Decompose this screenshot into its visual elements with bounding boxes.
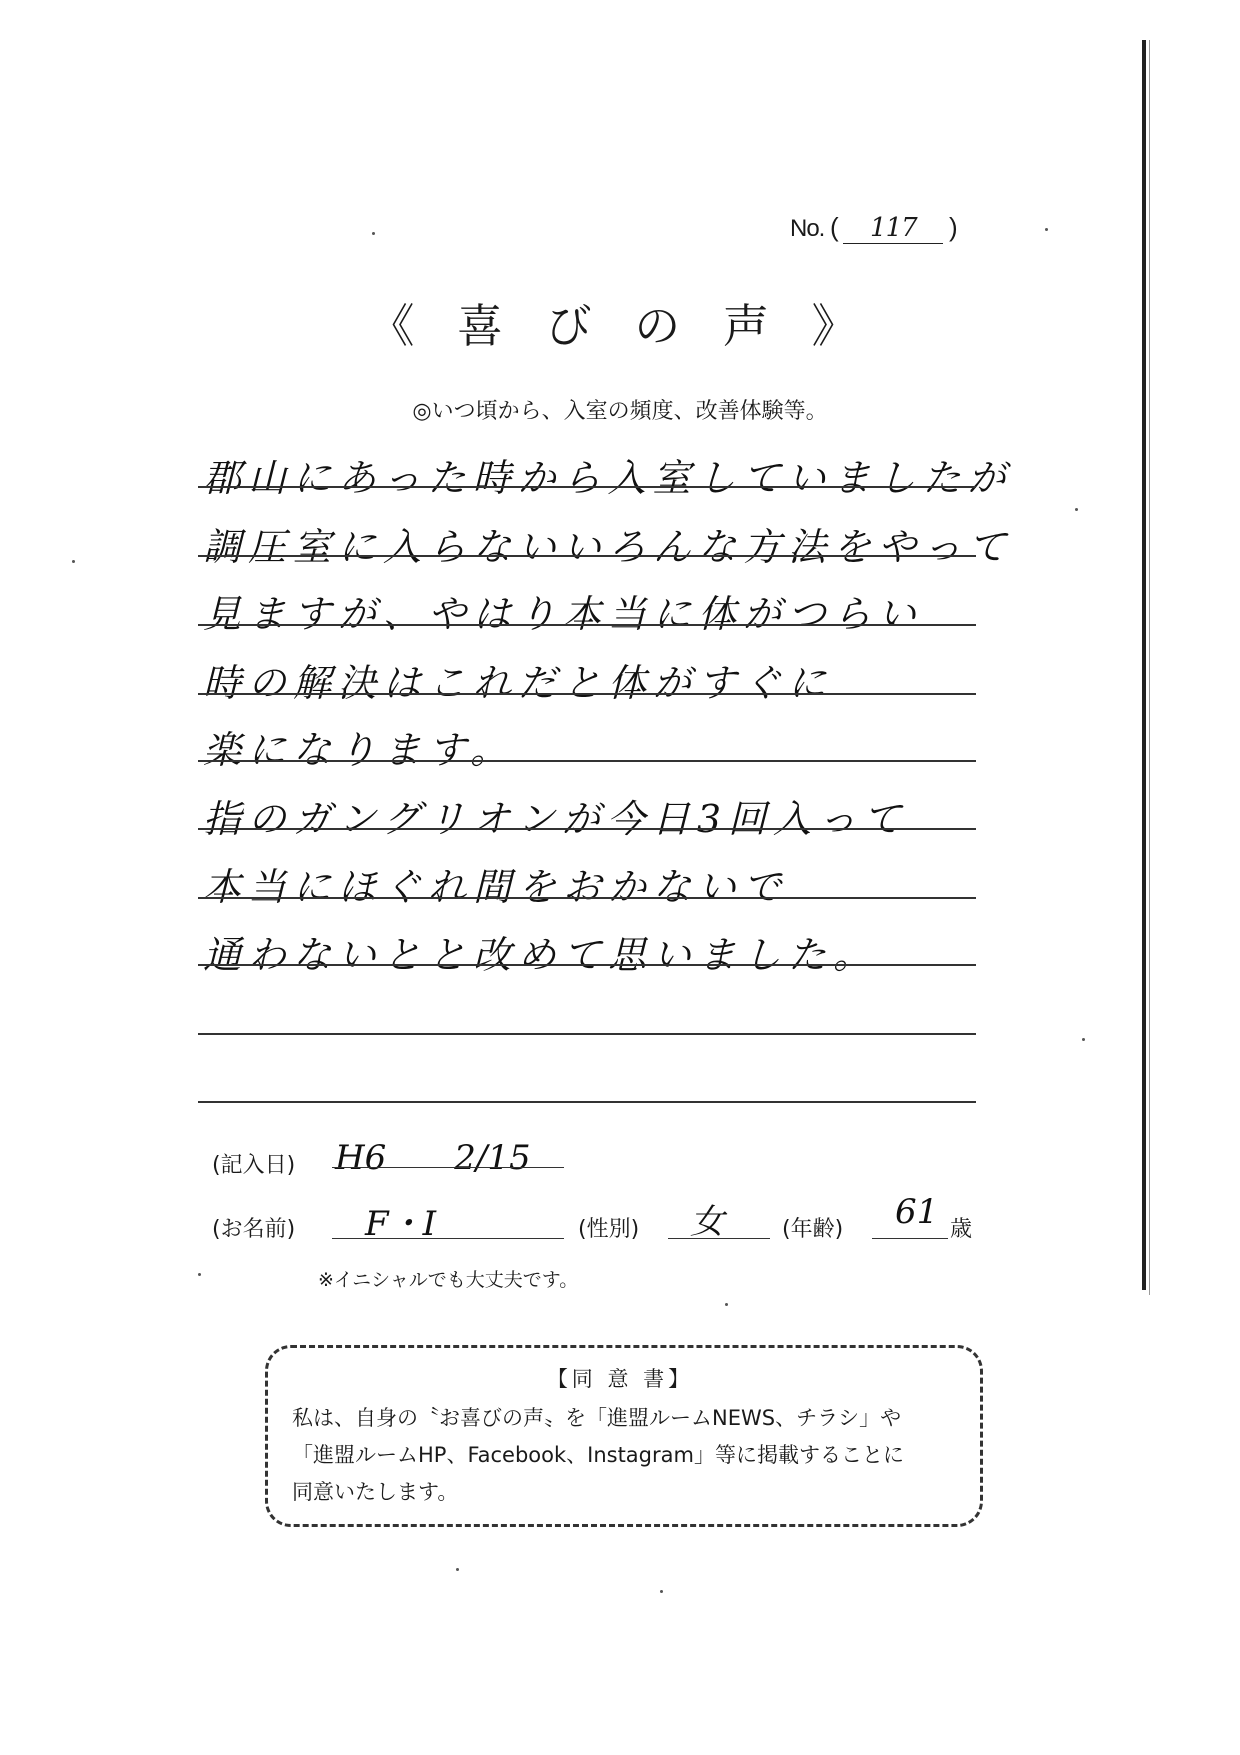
ruled-line: [198, 828, 976, 830]
handwritten-line: 指のガングリオンが今日3回入って: [203, 797, 909, 841]
handwritten-line: 時の解決はこれだと体がすぐに: [203, 661, 834, 705]
age-unit: 歳: [950, 1217, 973, 1242]
name-value: F・I: [365, 1204, 437, 1244]
consent-line: 同意いたします。: [292, 1480, 459, 1504]
ruled-line: [198, 624, 976, 626]
scan-edge-line-faint: [1149, 40, 1150, 1295]
scan-speck: [1082, 1038, 1085, 1041]
handwritten-line: 調圧室に入らないいろんな方法をやって: [203, 525, 1014, 569]
scan-speck: [1075, 508, 1078, 511]
prompt-text: ◎いつ頃から、入室の頻度、改善体験等。: [412, 399, 828, 424]
gender-value: 女: [690, 1202, 724, 1242]
date-underline: [332, 1167, 564, 1168]
scan-speck: [456, 1568, 459, 1571]
page-title: 《 喜 び の 声 》: [368, 299, 872, 353]
ruled-line: [198, 1101, 976, 1103]
consent-line: 「進盟ルームHP、Facebook、Instagram」等に掲載することに: [292, 1443, 904, 1467]
initials-note: ※イニシャルでも大丈夫です。: [318, 1269, 579, 1291]
scan-speck: [72, 560, 75, 563]
ruled-line: [198, 964, 976, 966]
form-number-label: No.: [790, 215, 825, 242]
date-label: (記入日): [212, 1153, 296, 1178]
scan-speck: [725, 1303, 728, 1306]
age-value: 61: [895, 1192, 939, 1232]
name-underline: [332, 1238, 564, 1239]
ruled-line: [198, 1033, 976, 1035]
gender-underline: [668, 1238, 770, 1239]
form-number-value: 117: [843, 213, 943, 244]
ruled-line: [198, 760, 976, 762]
scan-edge-line: [1142, 40, 1146, 1290]
form-number: [790, 212, 957, 244]
age-label: (年齢): [782, 1217, 844, 1242]
consent-title: 【同 意 書】: [546, 1367, 694, 1391]
consent-line: 私は、自身の〝お喜びの声〟を「進盟ルームNEWS、チラシ」や: [292, 1406, 902, 1430]
handwritten-line: 郡山にあった時から入室していましたが: [203, 456, 1013, 500]
consent-body: [292, 1400, 972, 1511]
scan-speck: [372, 232, 375, 235]
ruled-line: [198, 555, 976, 557]
scan-speck: [198, 1273, 201, 1276]
scan-speck: [660, 1590, 663, 1593]
ruled-line: [198, 486, 976, 488]
form-number-close-paren: ): [949, 212, 957, 242]
ruled-line: [198, 897, 976, 899]
ruled-line: [198, 693, 976, 695]
date-value: H6 2/15: [335, 1138, 531, 1178]
gender-label: (性別): [578, 1217, 640, 1242]
scan-speck: [1045, 228, 1048, 231]
age-underline: [872, 1238, 948, 1239]
handwritten-line: 見ますが、やはり本当に体がつらい: [203, 592, 924, 636]
handwritten-line: 通わないとと改めて思いました。: [203, 933, 879, 977]
name-label: (お名前): [212, 1217, 296, 1242]
handwritten-line: 楽になります。: [203, 728, 515, 772]
handwritten-line: 本当にほぐれ間をおかないで: [203, 865, 789, 909]
form-number-open-paren: (: [830, 212, 838, 242]
